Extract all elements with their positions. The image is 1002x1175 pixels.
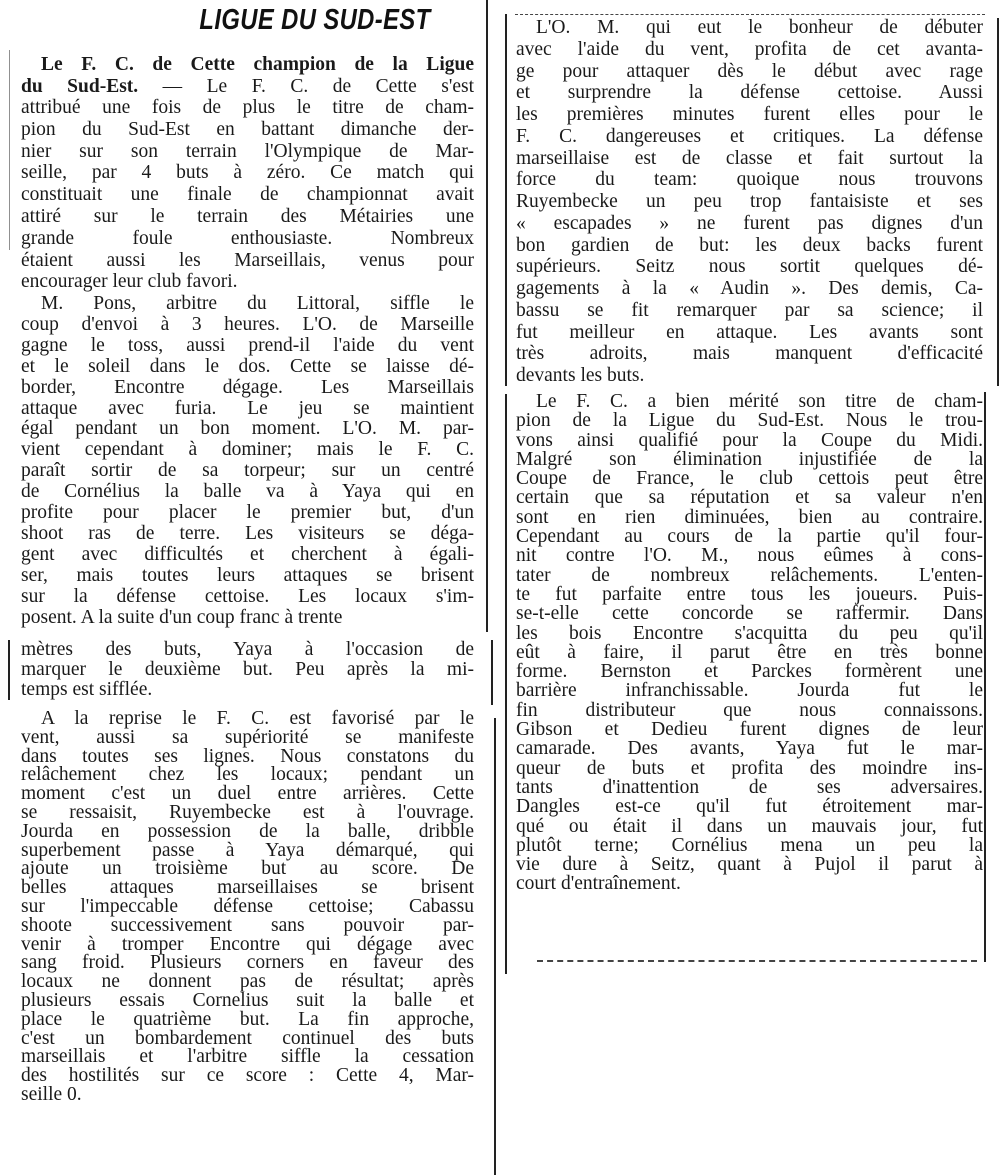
text-line: les bois Encontre s'acquitta du peu qu'il bbox=[516, 622, 983, 644]
text-line: sont en rien diminuées, bien au contraire. bbox=[516, 506, 983, 528]
text-line: camarade. Des avants, Yaya fut le mar- bbox=[516, 738, 983, 760]
lead-line: Le F. C. de Cette champion de la Ligue bbox=[41, 54, 474, 75]
text-line: Jourda en possession de la balle, dribble bbox=[21, 820, 474, 842]
text-line: vient cependant à dominer; mais le F. C. bbox=[21, 439, 474, 461]
text-line: marseillaise est de classe et fait surtout la bbox=[516, 147, 983, 169]
text-line: ser, mais toutes leurs attaques se brisent bbox=[21, 564, 474, 586]
text-line: avec l'aide du vent, profita de cet avanta- bbox=[516, 38, 983, 60]
text-line: gagements à la « Audin ». Des demis, Ca- bbox=[516, 278, 983, 299]
column-rule bbox=[494, 718, 496, 1175]
text-line: grande foule enthousiaste. Nombreux bbox=[21, 227, 474, 249]
text-line: Ruyembecke un peu trop fantaisiste et ses bbox=[516, 191, 983, 212]
text-line: très adroits, mais manquent d'efficacité bbox=[516, 343, 983, 365]
column-rule bbox=[486, 0, 488, 632]
text-line: barrière infranchissable. Jourda fut le bbox=[516, 680, 983, 702]
text-line: queur de buts et profita des moindre ins- bbox=[516, 757, 983, 779]
text-line: superbement passe à Yaya démarqué, qui bbox=[21, 839, 474, 861]
text-line: temps est sifflée. bbox=[21, 679, 153, 700]
text-line: supérieurs. Seitz nous sortit quelques dé- bbox=[516, 256, 983, 278]
text-line: tants d'inattention de ses adversaires. bbox=[516, 776, 983, 798]
column-rule bbox=[505, 394, 507, 974]
separator-line bbox=[515, 14, 985, 15]
text-line: locaux ne donnent pas de résultat; après bbox=[21, 971, 474, 993]
text-line: vons ainsi qualifié pour la Coupe du Midi. bbox=[516, 429, 983, 451]
column-rule bbox=[8, 640, 10, 700]
text-line: Le F. C. a bien mérité son titre de cham- bbox=[536, 391, 983, 412]
column-rule bbox=[505, 14, 507, 386]
text-line: coup d'envoi à 3 heures. L'O. de Marseille bbox=[21, 313, 474, 335]
text-line: certain que sa réputation et sa valeur n'en bbox=[516, 487, 983, 509]
text-line: gent avec difficultés et cherchent à égali- bbox=[21, 543, 474, 565]
paragraph bbox=[21, 710, 474, 1105]
column-rule bbox=[984, 392, 986, 962]
text-line: bon gardien de but: les deux backs furent bbox=[516, 234, 983, 256]
text-line: paraît sortir de sa torpeur; sur un centré bbox=[21, 460, 474, 482]
text-line: attribué une fois de plus le titre de cham- bbox=[21, 97, 474, 118]
lead-line bbox=[21, 76, 474, 98]
text-line: constituait une finale de championnat avait bbox=[21, 184, 474, 206]
text-line: te fut parfaite entre tous les joueurs. Puis- bbox=[516, 583, 983, 605]
paragraph bbox=[516, 392, 983, 894]
text-line: profite pour placer le premier but, d'un bbox=[21, 502, 474, 524]
paragraph bbox=[21, 294, 474, 629]
lead-text: — Le F. C. de Cette s'est bbox=[138, 75, 474, 97]
text-line: marseillais et l'arbitre siffle la cessation bbox=[21, 1046, 474, 1068]
text-line: mètres des buts, Yaya à l'occasion de bbox=[21, 639, 474, 660]
text-line: se-t-elle cette concorde se raffermir. Dans bbox=[516, 603, 983, 625]
paragraph bbox=[21, 640, 474, 700]
text-line: ge pour attaquer dès le début avec rage bbox=[516, 60, 983, 82]
text-line: venir à tromper Encontre qui dégage avec bbox=[21, 933, 474, 955]
text-line: fin distributeur que nous connaissons. bbox=[516, 699, 983, 721]
text-line: « escapades » ne furent pas dignes d'un bbox=[516, 212, 983, 234]
text-line: sang froid. Plusieurs corners en faveur des bbox=[21, 952, 474, 974]
text-line: qué ou était il dans un mauvais jour, fut bbox=[516, 815, 983, 837]
text-line: dans toutes ses lignes. Nous constatons du bbox=[21, 745, 474, 767]
text-line: posent. A la suite d'un coup franc à trente bbox=[21, 606, 343, 628]
text-line: forme. Bernston et Parckes formèrent une bbox=[516, 661, 983, 683]
text-line: shoot ras de terre. Les visiteurs se déga- bbox=[21, 522, 474, 544]
text-line: égal pendant un bon moment. L'O. M. par- bbox=[21, 418, 474, 440]
text-line: de Cornélius la balle va à Yaya qui en bbox=[21, 481, 474, 503]
column-rule bbox=[491, 640, 493, 705]
text-line: ajoute un troisième but au score. De bbox=[21, 858, 474, 880]
lead-subject: du Sud-Est. bbox=[21, 75, 139, 97]
text-line: nier sur son terrain l'Olympique de Mar- bbox=[21, 140, 474, 162]
text-line: attaque avec furia. Le jeu se maintient bbox=[21, 397, 474, 419]
text-line: M. Pons, arbitre du Littoral, siffle le bbox=[41, 293, 474, 314]
column-rule bbox=[9, 50, 10, 250]
text-line: attiré sur le terrain des Métairies une bbox=[21, 205, 474, 227]
text-line: eût à faire, il parut être en très bonne bbox=[516, 641, 983, 663]
text-line: Dangles est-ce qu'il fut étroitement mar- bbox=[516, 796, 983, 818]
text-line: devants les buts. bbox=[516, 365, 645, 386]
separator-line bbox=[537, 960, 977, 962]
text-line: les premières minutes furent elles pour le bbox=[516, 104, 983, 125]
text-line: pion de la Ligue du Sud-Est. Nous le trou- bbox=[516, 410, 983, 432]
text-line: sur l'impeccable défense cettoise; Cabassu bbox=[21, 895, 474, 917]
text-line: Malgré son élimination injustifiée de la bbox=[516, 448, 983, 470]
text-line: se ressaisit, Ruyembecke est à l'ouvrage. bbox=[21, 801, 474, 823]
text-line: des hostilités sur ce score : Cette 4, Mar- bbox=[21, 1065, 474, 1087]
text-line: plutôt terne; Cornélius mena un peu la bbox=[516, 834, 983, 856]
text-line: encourager leur club favori. bbox=[21, 271, 238, 293]
text-line: et le soleil dans le dos. Cette se laisse dé- bbox=[21, 355, 474, 377]
text-line: gagne le toss, aussi prend-il l'aide du vent bbox=[21, 334, 474, 356]
text-line: Cependant au cours de la partie qu'il four- bbox=[516, 526, 983, 548]
text-line: moment c'est un duel entre arrières. Cette bbox=[21, 783, 474, 805]
text-line: relâchement chez les locaux; pendant un bbox=[21, 764, 474, 786]
text-line: bassu se fit remarquer par sa science; il bbox=[516, 299, 983, 321]
text-line: seille, par 4 buts à zéro. Ce match qui bbox=[21, 162, 474, 184]
text-line: étaient aussi les Marseillais, venus pour bbox=[21, 249, 474, 271]
text-line: sur la défense cettoise. Les locaux s'im- bbox=[21, 585, 474, 607]
text-line: et surprendre la défense cettoise. Aussi bbox=[516, 82, 983, 104]
article-title: LIGUE DU SUD-EST bbox=[199, 4, 431, 36]
paragraph bbox=[516, 17, 983, 387]
text-line: c'est un bombardement continuel des buts bbox=[21, 1027, 474, 1049]
text-line: shoote successivement sans pouvoir par- bbox=[21, 914, 474, 936]
text-line: vent, aussi sa supériorité se manifeste bbox=[21, 726, 474, 748]
text-line: marquer le deuxième but. Peu après la mi- bbox=[21, 659, 474, 680]
text-line: F. C. dangereuses et critiques. La défense bbox=[516, 125, 983, 147]
text-line: pion du Sud-Est en battant dimanche der- bbox=[21, 118, 474, 140]
article-lead bbox=[21, 54, 474, 98]
text-line: force du team: quoique nous trouvons bbox=[516, 169, 983, 191]
text-line: nit contre l'O. M., nous eûmes à cons- bbox=[516, 545, 983, 567]
text-line: belles attaques marseillaises se brisent bbox=[21, 877, 474, 899]
text-line: Gibson et Dedieu furent dignes de leur bbox=[516, 719, 983, 741]
text-line: L'O. M. qui eut le bonheur de débuter bbox=[536, 17, 983, 38]
text-line: vie dure à Seitz, quant à Pujol il parut à bbox=[516, 854, 983, 876]
column-rule bbox=[997, 18, 999, 386]
text-line: seille 0. bbox=[21, 1083, 82, 1105]
text-line: fut meilleur en attaque. Les avants sont bbox=[516, 321, 983, 343]
text-line: court d'entraînement. bbox=[516, 873, 681, 895]
text-line: plusieurs essais Cornelius suit la balle et bbox=[21, 989, 474, 1011]
text-line: tater de nombreux relâchements. L'enten- bbox=[516, 564, 983, 586]
text-line: A la reprise le F. C. est favorisé par le bbox=[41, 708, 474, 729]
paragraph bbox=[21, 97, 474, 293]
text-line: border, Encontre dégage. Les Marseillais bbox=[21, 376, 474, 398]
text-line: Coupe de France, le club cettois peut être bbox=[516, 468, 983, 490]
text-line: place le quatrième but. La fin approche, bbox=[21, 1008, 474, 1030]
